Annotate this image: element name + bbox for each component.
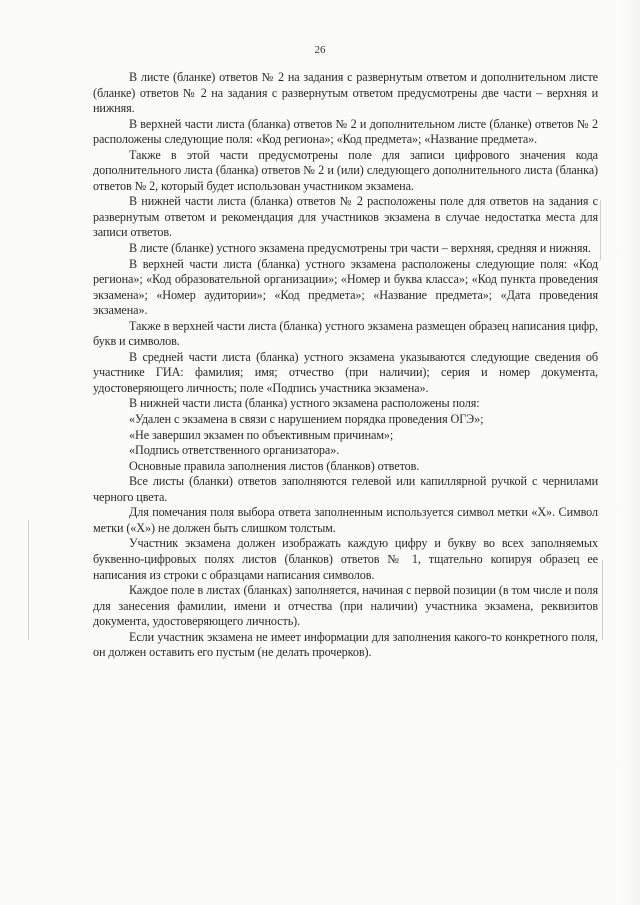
section-heading: Основные правила заполнения листов (бланков) ответов.	[129, 458, 420, 473]
scan-artifact	[28, 520, 29, 640]
paragraph: В листе (бланке) устного экзамена предусмотрены три части – верхняя, средняя и нижняя.	[129, 241, 591, 256]
paragraph: В листе (бланке) ответов № 2 на задания с развернутым ответом и дополнительном листе (бланке) ответов № 2 на задания с развернутым ответом предусмотрены две части – верхняя и нижняя.	[93, 70, 598, 116]
paragraph: Все листы (бланки) ответов заполняются гелевой или капиллярной ручкой с чернилами черного цвета.	[93, 474, 598, 504]
scan-edge-shadow	[622, 0, 640, 905]
scan-artifact	[602, 560, 603, 640]
paragraph: В средней части листа (бланка) устного экзамена указываются следующие сведения об участнике ГИА: фамилия; имя; отчество (при наличии); серия и номер документа, удостоверяющего личность; поле «Подпись участника экзамена».	[93, 349, 598, 395]
paragraph: В нижней части листа (бланка) ответов № 2 расположены поле для ответов на задания с развернутым ответом и рекомендация для участников экзамена в случае недостатка места для записи ответов.	[93, 194, 598, 240]
field-list-item: «Не завершил экзамен по объективным причинам»;	[129, 427, 394, 442]
paragraph: Также в верхней части листа (бланка) устного экзамена размещен образец написания цифр, букв и символов.	[93, 318, 598, 349]
paragraph: Каждое поле в листах (бланках) заполняется, начиная с первой позиции (в том числе и поля для занесения фамилии, имени и отчества (при наличии) участника экзамена, реквизитов документа, удостоверяющего личность).	[93, 583, 598, 629]
document-body	[93, 70, 598, 661]
paragraph: Если участник экзамена не имеет информации для заполнения какого-то конкретного поля, он должен оставить его пустым (не делать прочерков).	[93, 629, 598, 660]
paragraph: В верхней части листа (бланка) ответов № 2 и дополнительном листе (бланке) ответов № 2 расположены следующие поля: «Код региона»; «Код предмета»; «Название предмета».	[93, 116, 598, 147]
paragraph: В нижней части листа (бланка) устного экзамена расположены поля:	[129, 396, 480, 411]
paragraph: В верхней части листа (бланка) устного экзамена расположены следующие поля: «Код региона»; «Код образовательной организации»; «Номер и буква класса»; «Код пункта проведения экзамена»; «Номер аудитории»; «Код предмета»; «Название предмета»; «Дата проведения экзамена».	[93, 256, 598, 318]
paragraph: Также в этой части предусмотрены поле для записи цифрового значения кода дополнительного листа (бланка) ответов № 2 и (или) следующего дополнительного листа (бланка) ответов № 2, который будет использован участником экзамена.	[93, 147, 598, 193]
field-list-item: «Удален с экзамена в связи с нарушением порядка проведения ОГЭ»;	[129, 412, 484, 427]
field-list-item: «Подпись ответственного организатора».	[129, 443, 340, 458]
paragraph: Для помечания поля выбора ответа заполненным используется символ метки «Х». Символ метки («Х») не должен быть слишком толстым.	[93, 505, 598, 535]
scan-artifact	[600, 200, 601, 260]
paragraph: Участник экзамена должен изображать каждую цифру и букву во всех заполняемых буквенно-цифровых полях листов (бланков) ответов № 1, тщательно копируя образец ее написания из строки с образцами написания символов.	[93, 536, 598, 582]
page-number: 26	[314, 44, 326, 56]
